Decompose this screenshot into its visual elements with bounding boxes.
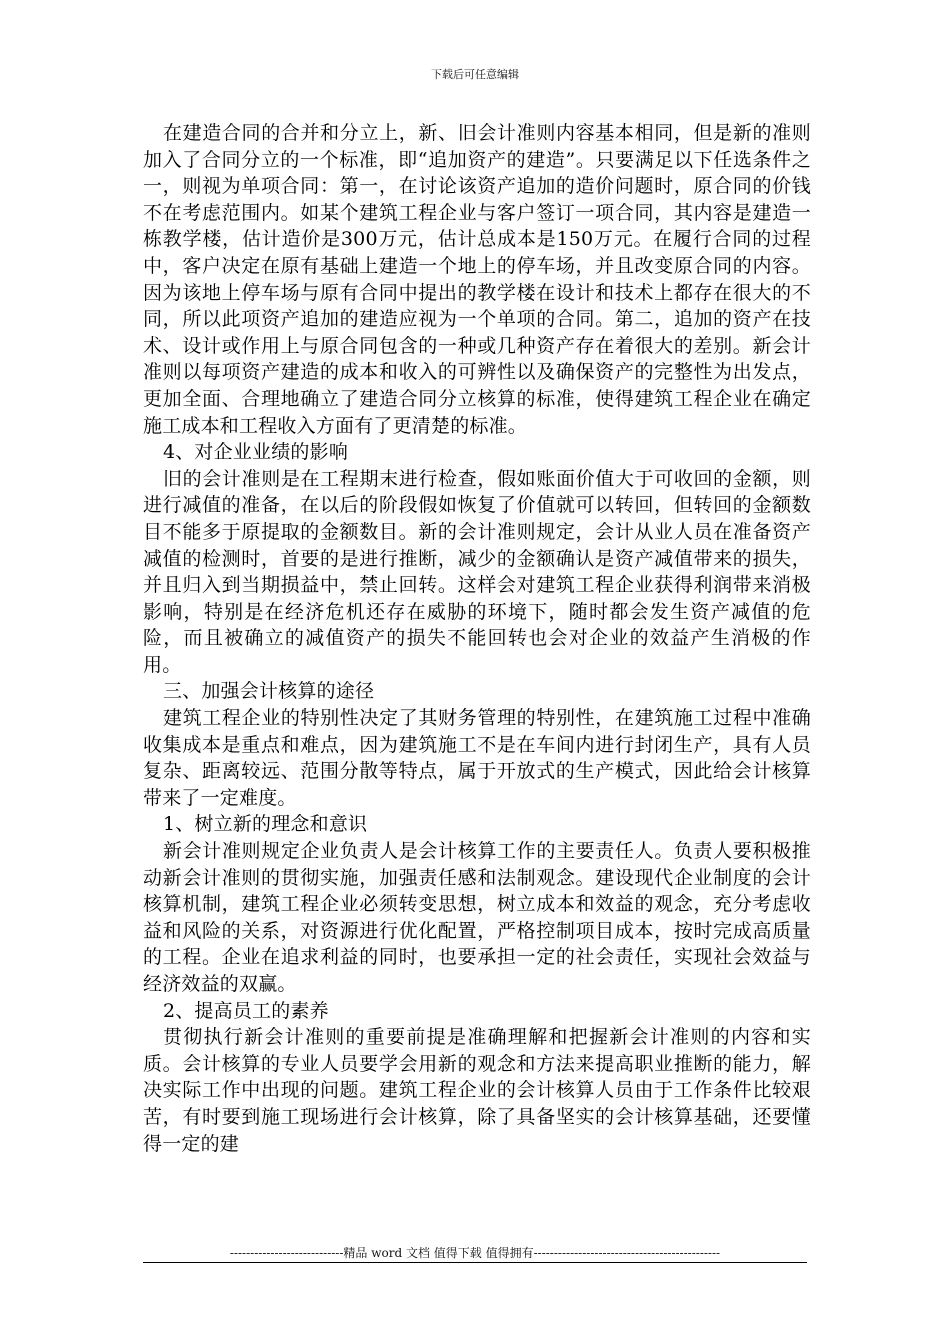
heading-new-concepts: 1、树立新的理念和意识 (162, 813, 368, 836)
paragraph-impairment: 旧的会计准则是在工程期末进行检查，假如账面价值大于可收回的金额，则进行减值的准备，在以后的阶段假如恢复了价值就可以转回，但转回的金额数目不能多于原提取的金额数目。新的会计准则规定，会计从业人员在准备资产减值的检测时，首要的是进行推断，减少的金额确认是资产减值带来的损失，并且归入到当期损益中，禁止回转。这样会对建筑工程企业获得利润带来消极影响，特别是在经济危机还存在威胁的环境下，随时都会发生资产减值的危险，而且被确立的减值资产的损失不能回转也会对企业的效益产生消极的作用。 (143, 467, 811, 676)
page-header: 下载后可任意编辑 (431, 68, 519, 81)
paragraph-construction-particularity: 建筑工程企业的特别性决定了其财务管理的特别性，在建筑施工过程中准确收集成本是重点和难点，因为建筑施工不是在车间内进行封闭生产，具有人员复杂、距离较远、范围分散等特点，属于开放式的生产模式，因此给会计核算带来了一定难度。 (143, 707, 811, 809)
footer-divider (143, 1262, 807, 1263)
page-footer: ----------------------------精品 word 文档 值得下载 值得拥有---------------------------------------------- (229, 1246, 721, 1260)
heading-performance-impact: 4、对企业业绩的影响 (162, 441, 349, 464)
paragraph-responsibility: 新会计准则规定企业负责人是会计核算工作的主要责任人。负责人要积极推动新会计准则的贯彻实施，加强责任感和法制观念。建设现代企业制度的会计核算机制，建筑工程企业必须转变思想，树立成本和效益的观念，充分考虑收益和风险的关系，对资源进行优化配置，严格控制项目成本，按时完成高质量的工程。企业在追求利益的同时，也要承担一定的社会责任，实现社会效益与经济效益的双赢。 (143, 840, 811, 995)
document-body (143, 120, 811, 1157)
paragraph-implementation: 贯彻执行新会计准则的重要前提是准确理解和把握新会计准则的内容和实质。会计核算的专业人员要学会用新的观念和方法来提高职业推断的能力，解决实际工作中出现的问题。建筑工程企业的会计核算人员由于工作条件比较艰苦，有时要到施工现场进行会计核算，除了具备坚实的会计核算基础，还要懂得一定的建 (143, 1026, 811, 1155)
heading-staff-quality: 2、提高员工的素养 (162, 999, 329, 1022)
paragraph-contract-split: 在建造合同的合并和分立上，新、旧会计准则内容基本相同，但是新的准则加入了合同分立的一个标准，即“追加资产的建造”。只要满足以下任选条件之一，则视为单项合同：第一，在讨论该资产追加的造价问题时，原合同的价钱不在考虑范围内。如某个建筑工程企业与客户签订一项合同，其内容是建造一栋教学楼，估计造价是300万元，估计总成本是150万元。在履行合同的过程中，客户决定在原有基础上建造一个地上的停车场，并且改变原合同的内容。因为该地上停车场与原有合同中提出的教学楼在设计和技术上都存在很大的不同，所以此项资产追加的建造应视为一个单项的合同。第二，追加的资产在技术、设计或作用上与原合同包含的一种或几种资产存在着很大的差别。新会计准则以每项资产建造的成本和收入的可辨性以及确保资产的完整性为出发点，更加全面、合理地确立了建造合同分立核算的标准，使得建筑工程企业在确定施工成本和工程收入方面有了更清楚的标准。 (143, 122, 811, 437)
heading-strengthen-accounting: 三、加强会计核算的途径 (162, 680, 375, 703)
